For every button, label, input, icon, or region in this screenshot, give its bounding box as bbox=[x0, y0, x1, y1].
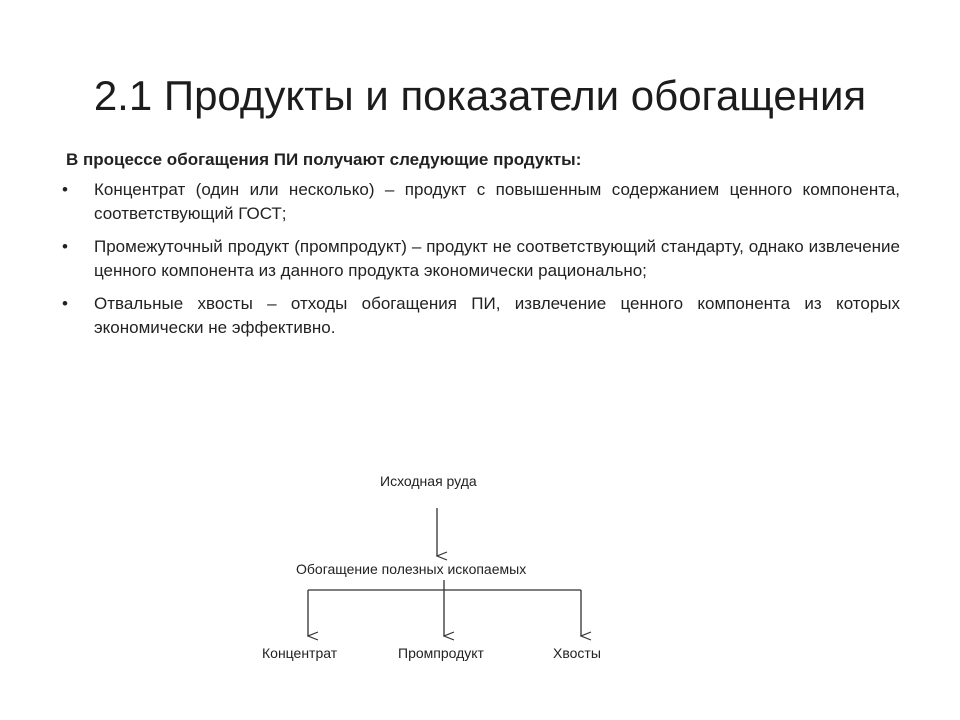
bullet-text: Промежуточный продукт (промпродукт) – продукт не соответствующий стандарту, однако извлечение ценного компонента из данного продукта экономически рационально; bbox=[94, 237, 900, 280]
diagram-node-source: Исходная руда bbox=[380, 473, 477, 489]
diagram-node-middlings: Промпродукт bbox=[398, 645, 484, 661]
diagram-node-concentrate: Концентрат bbox=[262, 645, 338, 661]
bullet-dot-icon: • bbox=[62, 237, 68, 256]
bullet-text: Концентрат (один или несколько) – продукт с повышенным содержанием ценного компонента, соответствующий ГОСТ; bbox=[94, 180, 900, 223]
bullet-dot-icon: • bbox=[62, 294, 68, 313]
bullet-text: Отвальные хвосты – отходы обогащения ПИ, извлечение ценного компонента из которых экономически не эффективно. bbox=[94, 294, 900, 337]
diagram-node-tailings: Хвосты bbox=[553, 645, 601, 661]
bullet-dot-icon: • bbox=[62, 180, 68, 199]
slide-title: 2.1 Продукты и показатели обогащения bbox=[93, 72, 867, 119]
diagram-node-process: Обогащение полезных ископаемых bbox=[296, 561, 527, 577]
lead-text: В процессе обогащения ПИ получают следующие продукты: bbox=[66, 150, 582, 169]
